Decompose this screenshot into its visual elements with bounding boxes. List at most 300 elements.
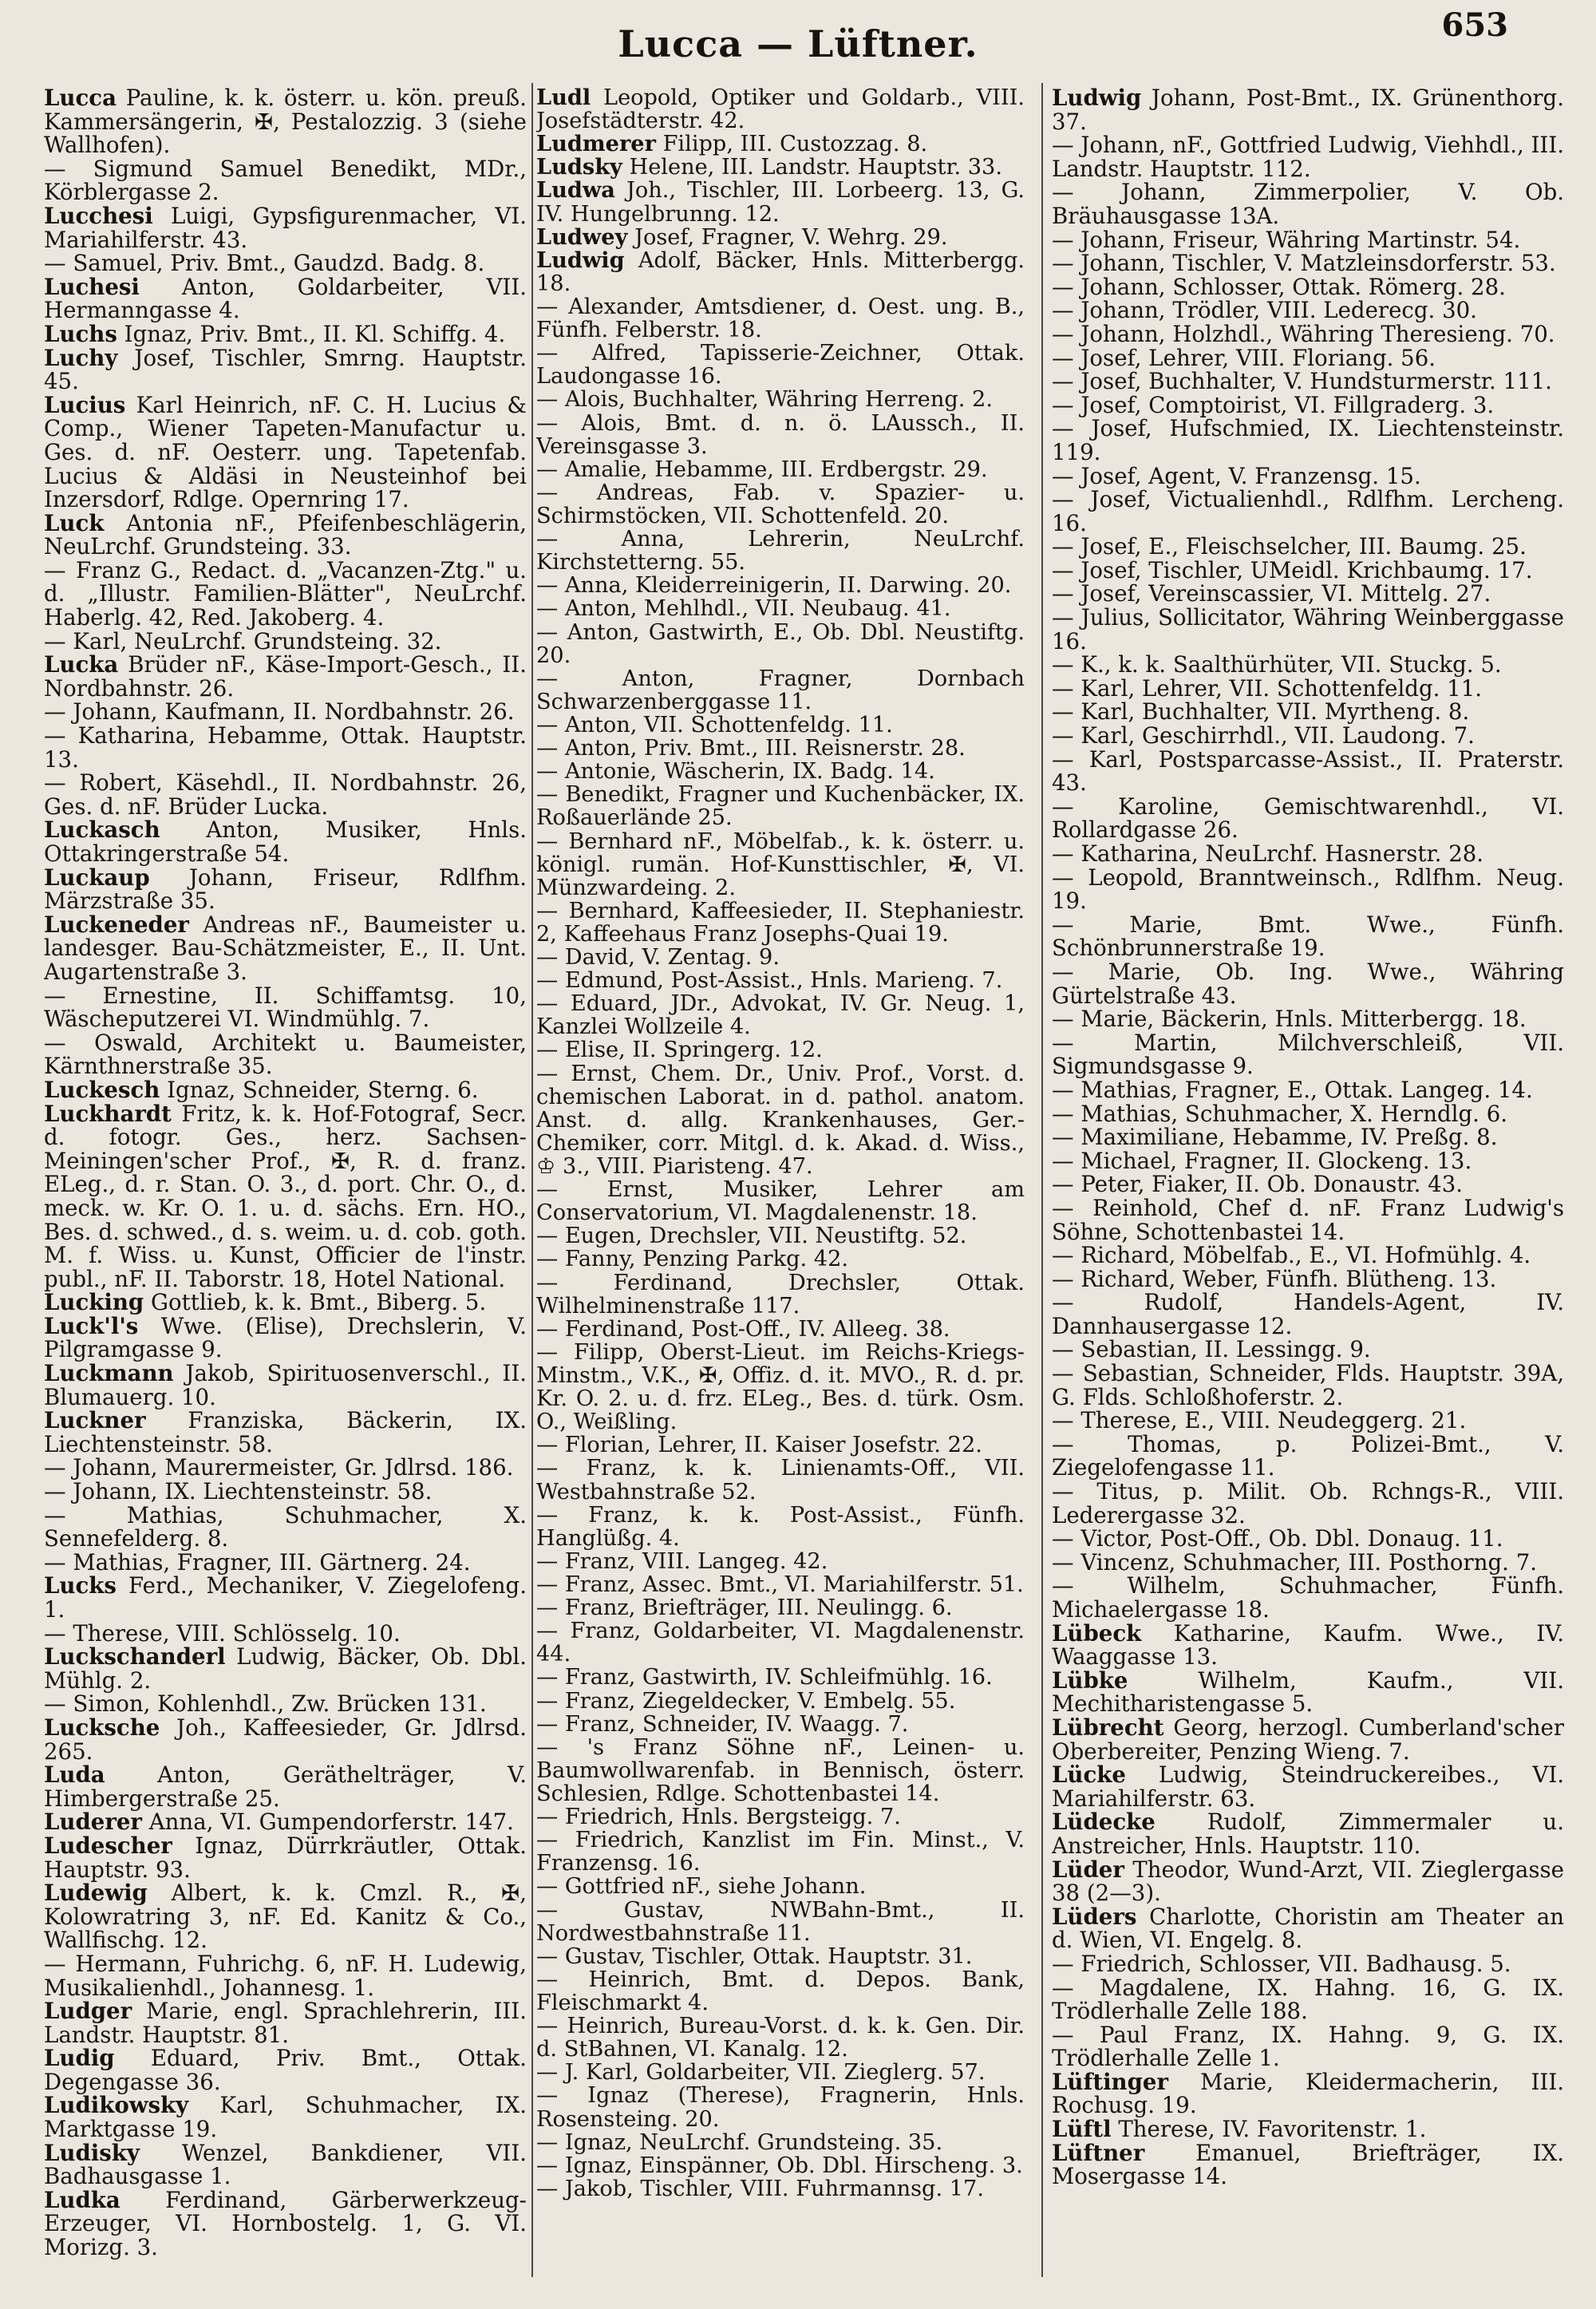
entry-surname: Lüdecke	[1052, 1809, 1156, 1836]
directory-entry	[1052, 462, 1564, 489]
entry-text: Emanuel, Briefträger, IX. Mosergasse 14.	[1052, 2139, 1564, 2190]
column-3	[1052, 86, 1564, 2277]
directory-entry	[536, 2084, 1025, 2130]
directory-entry	[44, 913, 527, 984]
directory-entry	[1052, 606, 1564, 653]
entry-text: — Maximiliane, Hebamme, IV. Preßg. 8.	[1052, 1124, 1498, 1151]
directory-entry	[536, 1062, 1025, 1179]
entry-text: — David, V. Zentag. 9.	[536, 945, 780, 971]
directory-entry	[44, 724, 527, 771]
directory-entry	[536, 830, 1025, 899]
entry-text: Karl, Schuhmacher, IX. Marktgasse 19.	[44, 2092, 527, 2143]
entry-text: — Johann, Zimmerpolier, V. Ob. Bräuhausgasse 13A.	[1052, 179, 1564, 229]
directory-entry	[536, 1457, 1025, 1503]
entry-text: — Leopold, Branntweinsch., Rdlfhm. Neug. 19.	[1052, 864, 1564, 915]
directory-entry	[1052, 960, 1564, 1007]
entry-text: Ludwig, Steindruckereibes., VI. Mariahilferstr. 63.	[1052, 1761, 1564, 1812]
entry-surname: Luckmann	[44, 1360, 174, 1387]
entry-text: — Karoline, Gemischtwarenhdl., VI. Rollardgasse 26.	[1052, 793, 1564, 844]
entry-text: — Franz G., Redact. d. „Vacanzen-Ztg." u. d. „Illustr. Familien-Blätter", NeuLrchf. Haberlg. 42, Red. Jakoberg. 4.	[44, 556, 527, 631]
entry-text: — Marie, Ob. Ing. Wwe., Währing Gürtelstraße 43.	[1052, 958, 1564, 1009]
directory-entry	[1052, 1976, 1564, 2023]
entry-surname: Ludwig	[1052, 86, 1142, 111]
entry-surname: Lübrecht	[1052, 1714, 1164, 1741]
entry-text: — Titus, p. Milit. Ob. Rchngs-R., VIII. Lederergasse 32.	[1052, 1478, 1564, 1528]
directory-entry	[536, 156, 1025, 179]
entry-text: Johann, Post-Bmt., IX. Grünenthorg. 37.	[1052, 86, 1564, 135]
directory-entry	[1052, 1527, 1564, 1551]
directory-entry	[44, 1031, 527, 1078]
directory-entry	[536, 86, 1025, 132]
directory-entry	[536, 969, 1025, 992]
directory-entry	[536, 388, 1025, 411]
entry-text: — Victor, Post-Off., Ob. Dbl. Donaug. 11.	[1052, 1525, 1503, 1552]
directory-entry	[44, 1574, 527, 1621]
directory-entry	[536, 1178, 1025, 1224]
entry-text: — Josef, Hufschmied, IX. Liechtensteinstr. 119.	[1052, 415, 1564, 465]
entry-text: Joh., Kaffeesieder, Gr. Jdlrsd. 265.	[44, 1714, 527, 1765]
entry-text: — Franz, Goldarbeiter, VI. Magdalenenstr. 44.	[536, 1619, 1025, 1667]
directory-entry	[536, 946, 1025, 969]
entry-text: — Josef, Lehrer, VIII. Floriang. 56.	[1052, 344, 1436, 371]
directory-entry	[536, 249, 1025, 295]
directory-entry	[44, 2094, 527, 2141]
directory-entry	[44, 556, 527, 631]
directory-entry	[1052, 1149, 1564, 1173]
directory-entry	[1052, 370, 1564, 393]
directory-entry	[1052, 228, 1564, 252]
directory-entry	[44, 1716, 527, 1763]
entry-surname: Lüders	[1052, 1903, 1137, 1930]
entry-text: Marie, Kleidermacherin, III. Rochusg. 19.	[1052, 2068, 1564, 2119]
entry-text: — Amalie, Hebamme, III. Erdbergstr. 29.	[536, 457, 988, 482]
directory-entry	[536, 621, 1025, 667]
directory-entry	[44, 1952, 527, 1999]
directory-entry	[44, 509, 527, 560]
entry-text: — Marie, Bmt. Wwe., Fünfh. Schönbrunnerstraße 19.	[1052, 911, 1564, 962]
entry-text: Ferd., Mechaniker, V. Ziegelofeng. 1.	[44, 1572, 527, 1623]
entry-text: — Katharina, NeuLrchf. Hasnerstr. 28.	[1052, 840, 1484, 867]
entry-text: — Karl, Buchhalter, VII. Myrtheng. 8.	[1052, 698, 1470, 726]
directory-entry	[44, 204, 527, 251]
entry-text: — Martin, Milchverschleiß, VII. Sigmundsgasse 9.	[1052, 1029, 1564, 1080]
directory-entry	[1052, 1291, 1564, 1338]
entry-text: Katharine, Kaufm. Wwe., IV. Waaggasse 13.	[1052, 1619, 1564, 1670]
column-rule	[531, 83, 533, 2277]
directory-entry	[1052, 1905, 1564, 1952]
directory-entry	[1052, 417, 1564, 464]
entry-surname: Luchs	[44, 320, 117, 347]
entry-text: — Antonie, Wäscherin, IX. Badg. 14.	[536, 759, 935, 785]
directory-entry	[1052, 180, 1564, 227]
directory-entry	[44, 1291, 527, 1315]
entry-text: Ignaz, Dürrkräutler, Ottak. Hauptstr. 93.	[44, 1832, 527, 1883]
entry-text: Jakob, Spirituosenverschl., II. Blumauerg. 10.	[44, 1360, 527, 1410]
directory-entry	[44, 1480, 527, 1504]
entry-surname: Ludisky	[44, 2139, 140, 2166]
directory-entry	[1052, 299, 1564, 322]
entry-surname: Lucchesi	[44, 202, 153, 229]
directory-entry	[536, 1968, 1025, 2014]
entry-text: Charlotte, Choristin am Theater an d. Wien, VI. Engelg. 8.	[1052, 1903, 1564, 1954]
directory-entry	[536, 2131, 1025, 2154]
entry-text: — Josef, E., Fleischselcher, III. Baumg. 25.	[1052, 533, 1527, 560]
directory-entry	[1052, 1267, 1564, 1291]
directory-entry	[536, 737, 1025, 760]
entry-text: Brüder nF., Käse-Import-Gesch., II. Nordbahnstr. 26.	[44, 651, 527, 702]
entry-text: — Josef, Comptoirist, VI. Fillgraderg. 3.	[1052, 391, 1495, 418]
entry-text: Wenzel, Bankdiener, VII. Badhausgasse 1.	[44, 2139, 527, 2190]
directory-entry	[536, 1224, 1025, 1247]
entry-surname: Ludka	[44, 2186, 120, 2213]
directory-entry	[536, 1829, 1025, 1875]
directory-entry	[1052, 1619, 1564, 1670]
directory-entry	[44, 1881, 527, 1952]
directory-entry	[1052, 251, 1564, 275]
entry-text: — Franz, Assec. Bmt., VI. Mariahilferstr. 51.	[536, 1572, 1024, 1597]
directory-entry	[1052, 1952, 1564, 1976]
directory-entry	[1052, 795, 1564, 842]
directory-entry	[536, 458, 1025, 481]
entry-text: Wwe. (Elise), Drechslerin, V. Pilgramgasse 9.	[44, 1312, 527, 1363]
directory-entry	[536, 2154, 1025, 2177]
directory-entry	[536, 1247, 1025, 1271]
directory-entry	[536, 1736, 1025, 1805]
entry-text: — Heinrich, Bureau-Vorst. d. k. k. Gen. Dir. d. StBahnen, VI. Kanalg. 12.	[536, 2014, 1025, 2062]
directory-entry	[1052, 842, 1564, 866]
directory-entry	[44, 1312, 527, 1363]
directory-entry	[1052, 2117, 1564, 2141]
entry-text: Ignaz, Priv. Bmt., II. Kl. Schiffg. 4.	[124, 320, 506, 347]
entry-text: — Sebastian, Schneider, Flds. Hauptstr. 39A, G. Flds. Schloßhoferstr. 2.	[1052, 1360, 1564, 1410]
directory-entry	[536, 1945, 1025, 1968]
entry-text: Ignaz, Schneider, Sterng. 6.	[167, 1076, 479, 1103]
directory-entry	[1052, 1480, 1564, 1527]
entry-text: — Franz, Briefträger, III. Neulingg. 6.	[536, 1595, 953, 1621]
directory-entry	[1052, 653, 1564, 677]
directory-entry	[536, 223, 1025, 250]
entry-text: — Anton, Priv. Bmt., III. Reisnerstr. 28.	[536, 736, 966, 761]
entry-text: — Michael, Fragner, II. Glockeng. 13.	[1052, 1147, 1472, 1174]
entry-text: — Katharina, Hebamme, Ottak. Hauptstr. 13.	[44, 722, 527, 773]
directory-entry	[536, 295, 1025, 342]
entry-text: — Johann, Maurermeister, Gr. Jdlrsd. 186.	[44, 1454, 514, 1481]
entry-text: — Sigmund Samuel Benedikt, MDr., Körblergasse 2.	[44, 155, 527, 206]
entry-text: — Josef, Vereinscassier, VI. Mittelg. 27.	[1052, 580, 1491, 607]
entry-text: — Oswald, Architekt u. Baumeister, Kärnthnerstraße 35.	[44, 1029, 527, 1080]
directory-entry	[1052, 556, 1564, 583]
entry-text: — Simon, Kohlenhdl., Zw. Brücken 131.	[44, 1690, 487, 1718]
entry-surname: Ludikowsky	[44, 2092, 189, 2119]
entry-text: — Johann, nF., Gottfried Ludwig, Viehhdl., III. Landstr. Hauptstr. 112.	[1052, 132, 1564, 182]
entry-surname: Lücke	[1052, 1761, 1126, 1789]
directory-entry	[536, 899, 1025, 946]
directory-entry	[1052, 1196, 1564, 1243]
entry-text: — Wilhelm, Schuhmacher, Fünfh. Michaelergasse 18.	[1052, 1572, 1564, 1623]
entry-surname: Lüftner	[1052, 2139, 1145, 2166]
entry-surname: Luckasch	[44, 816, 160, 844]
directory-entry	[536, 1318, 1025, 1341]
entry-text: — Josef, Buchhalter, V. Hundsturmerstr. 111.	[1052, 368, 1552, 395]
entry-text: — Anton, Gastwirth, E., Ob. Dbl. Neustiftg. 20.	[536, 619, 1025, 668]
entry-text: — Ernst, Chem. Dr., Univ. Prof., Vorst. d. chemischen Laborat. in d. pathol. anatom. Anst. d. allg. Krankenhauses, Ger.-Chemiker, corr. Mitgl. d. k. Akad. d. Wiss., ♔ 3., VIII. Piaristeng. 47.	[536, 1061, 1025, 1180]
entry-text: — Anton, VII. Schottenfeldg. 11.	[536, 712, 893, 737]
entry-text: Georg, herzogl. Cumberland'scher Oberbereiter, Penzing Wieng. 7.	[1052, 1714, 1564, 1765]
directory-entry	[536, 1504, 1025, 1550]
entry-text: — Gustav, NWBahn-Bmt., II. Nordwestbahnstraße 11.	[536, 1897, 1025, 1946]
entry-surname: Ludwey	[536, 223, 628, 250]
directory-entry	[44, 1999, 527, 2046]
entry-text: Luigi, Gypsfigurenmacher, VI. Mariahilferstr. 43.	[44, 202, 527, 253]
entry-text: Wilhelm, Kaufm., VII. Mechitharistengasse 5.	[1052, 1667, 1564, 1718]
directory-entry	[1052, 1409, 1564, 1433]
directory-entry	[44, 1834, 527, 1881]
directory-entry	[536, 1271, 1025, 1318]
directory-entry	[44, 1645, 527, 1692]
directory-entry	[44, 984, 527, 1031]
directory-entry	[536, 1596, 1025, 1619]
entry-text: — Hermann, Fuhrichg. 6, nF. H. Ludewig, Musikalienhdl., Johannesg. 1.	[44, 1950, 527, 2001]
directory-entry	[1052, 1669, 1564, 1716]
entry-surname: Lübeck	[1052, 1619, 1142, 1647]
directory-entry	[44, 818, 527, 865]
directory-entry	[44, 251, 527, 275]
column-2	[536, 86, 1025, 2277]
entry-text: Therese, IV. Favoritenstr. 1.	[1118, 2116, 1427, 2143]
entry-text: Leopold, Optiker und Goldarb., VIII. Josefstädterstr. 42.	[536, 86, 1025, 134]
entry-text: — Heinrich, Bmt. d. Depos. Bank, Fleischmarkt 4.	[536, 1967, 1025, 2015]
entry-text: Marie, engl. Sprachlehrerin, III. Landstr. Hauptstr. 81.	[44, 1998, 527, 2048]
directory-entry	[536, 1619, 1025, 1666]
entry-text: — Franz, Schneider, IV. Waagg. 7.	[536, 1711, 909, 1737]
entry-text: — Johann, Trödler, VIII. Lederecg. 30.	[1052, 297, 1477, 324]
entry-text: — Anton, Mehlhdl., VII. Neubaug. 41.	[536, 596, 951, 622]
entry-surname: Luchy	[44, 344, 118, 371]
entry-surname: Lucking	[44, 1289, 144, 1316]
directory-entry	[536, 760, 1025, 783]
directory-entry	[44, 86, 527, 157]
directory-entry	[44, 346, 527, 393]
entry-text: — Karl, Geschirrhdl., VII. Laudong. 7.	[1052, 722, 1475, 749]
entry-text: Anton, Musiker, Hnls. Ottakringerstraße 54.	[44, 816, 527, 867]
directory-entry	[536, 597, 1025, 620]
directory-entry	[536, 1899, 1025, 1945]
entry-text: — Johann, Schlosser, Ottak. Römerg. 28.	[1052, 273, 1506, 300]
entry-text: — Julius, Sollicitator, Währing Weinberggasse 16.	[1052, 604, 1564, 654]
entry-text: Fritz, k. k. Hof-Fotograf, Secr. d. fotogr. Ges., herz. Sachsen-Meiningen'scher Prof., ✠, R. d. franz. ELeg., d. r. Stan. O. 3., d. port. Chr. O., d. meck. w. Kr. O. 1. u. d. sächs. Ern. HO., Bes. d. schwed., d. s. weim. u. d. cob. goth. M. f. Wiss. u. Kunst, Officier de l'instr. publ., nF. II. Taborstr. 18, Hotel National.	[44, 1100, 527, 1292]
directory-entry	[1052, 745, 1564, 797]
entry-text: — Ferdinand, Post-Off., IV. Alleeg. 38.	[536, 1316, 950, 1342]
directory-entry	[536, 132, 1025, 156]
entry-text: Josef, Tischler, Smrng. Hauptstr. 45.	[44, 344, 527, 395]
directory-entry	[44, 653, 527, 700]
entry-surname: Lüftinger	[1052, 2068, 1169, 2095]
entry-text: — Gustav, Tischler, Ottak. Hauptstr. 31.	[536, 1943, 973, 1969]
entry-text: Albert, k. k. Cmzl. R., ✠, Kolowratring 3, nF. Ed. Kanitz & Co., Wallfischg. 12.	[44, 1880, 527, 1954]
directory-entry	[44, 2141, 527, 2188]
directory-entry	[536, 1805, 1025, 1829]
directory-entry	[1052, 1716, 1564, 1763]
directory-entry	[536, 1713, 1025, 1736]
directory-entry	[1052, 275, 1564, 299]
entry-text: — Samuel, Priv. Bmt., Gaudzd. Badg. 8.	[44, 250, 485, 277]
directory-entry	[44, 1619, 527, 1647]
directory-entry	[44, 700, 527, 724]
entry-text: Theodor, Wund-Arzt, VII. Zieglergasse 38 (2—3).	[1052, 1856, 1564, 1907]
entry-text: — Mathias, Fragner, E., Ottak. Langeg. 14.	[1052, 1076, 1533, 1103]
directory-entry	[1052, 724, 1564, 748]
entry-surname: Luckaup	[44, 864, 150, 891]
directory-entry	[44, 1692, 527, 1716]
entry-text: — Johann, Tischler, V. Matzleinsdorferstr. 53.	[1052, 250, 1556, 277]
directory-entry	[1052, 133, 1564, 180]
directory-entry	[536, 574, 1025, 597]
entry-text: — Anton, Fragner, Dornbach Schwarzenberggasse 11.	[536, 666, 1025, 714]
directory-entry	[1052, 2070, 1564, 2117]
entry-text: Pauline, k. k. österr. u. kön. preuß. Kammersängerin, ✠, Pestalozzig. 3 (siehe Wallhofen).	[44, 86, 527, 159]
entry-text: Gottlieb, k. k. Bmt., Biberg. 5.	[151, 1289, 487, 1316]
directory-entry	[536, 1666, 1025, 1689]
entry-text: — Josef, Agent, V. Franzensg. 15.	[1052, 462, 1421, 489]
entry-text: — Friedrich, Kanzlist im Fin. Minst., V. Franzensg. 16.	[536, 1828, 1025, 1876]
entry-text: — Alois, Buchhalter, Währing Herreng. 2.	[536, 387, 993, 413]
entry-text: — Sebastian, II. Lessingg. 9.	[1052, 1336, 1371, 1363]
entry-text: — Johann, Holzhdl., Währing Theresieng. 70.	[1052, 320, 1555, 347]
entry-surname: Luda	[44, 1761, 105, 1789]
directory-entry	[1052, 393, 1564, 417]
directory-entry	[1052, 1763, 1564, 1810]
directory-entry	[44, 1763, 527, 1810]
entry-text: — Eugen, Drechsler, VII. Neustiftg. 52.	[536, 1224, 967, 1249]
entry-text: — Peter, Fiaker, II. Ob. Donaustr. 43.	[1052, 1171, 1464, 1198]
entry-surname: Lüftl	[1052, 2116, 1112, 2143]
directory-entry	[1052, 1858, 1564, 1905]
entry-text: — Fanny, Penzing Parkg. 42.	[536, 1247, 849, 1272]
entry-surname: Luderer	[44, 1809, 142, 1836]
entry-text: — Mathias, Fragner, III. Gärtnerg. 24.	[44, 1548, 471, 1576]
entry-text: — Robert, Käsehdl., II. Nordbahnstr. 26, Ges. d. nF. Brüder Lucka.	[44, 769, 527, 820]
entry-text: — Ernestine, II. Schiffamtsg. 10, Wäscheputzerei VI. Windmühlg. 7.	[44, 982, 527, 1033]
entry-surname: Ludger	[44, 1998, 132, 2025]
entry-text: — Bernhard, Kaffeesieder, II. Stephaniestr. 2, Kaffeehaus Franz Josephs-Quai 19.	[536, 898, 1025, 947]
directory-entry	[1052, 1007, 1564, 1031]
directory-entry	[1052, 1172, 1564, 1196]
directory-entry	[1052, 582, 1564, 606]
entry-text: — Richard, Weber, Fünfh. Blütheng. 13.	[1052, 1265, 1497, 1292]
entry-surname: Luck'l's	[44, 1312, 139, 1339]
entry-text: — Florian, Lehrer, II. Kaiser Josefstr. 22.	[536, 1433, 982, 1458]
entry-text: — Johann, IX. Liechtensteinstr. 58.	[44, 1478, 433, 1505]
entry-text: — Vincenz, Schuhmacher, III. Posthorng. 7.	[1052, 1548, 1538, 1576]
directory-entry	[536, 1690, 1025, 1713]
directory-entry	[1052, 1810, 1564, 1857]
entry-text: — Magdalene, IX. Hahng. 16, G. IX. Trödlerhalle Zelle 188.	[1052, 1974, 1564, 2025]
entry-text: — Josef, Tischler, UMeidl. Krichbaumg. 17.	[1052, 556, 1533, 583]
directory-entry	[536, 714, 1025, 737]
entry-text: Ludwig, Bäcker, Ob. Dbl. Mühlg. 2.	[44, 1643, 527, 1694]
entry-surname: Ludmerer	[536, 131, 656, 157]
directory-entry	[44, 866, 527, 913]
directory-entry	[536, 1550, 1025, 1573]
entry-text: — Jakob, Tischler, VIII. Fuhrmannsg. 17.	[536, 2176, 984, 2201]
entry-text: Karl Heinrich, nF. C. H. Lucius & Comp., Wiener Tapeten-Manufactur u. Ges. d. nF. Oesterr. ung. Tapetenfab. Lucius & Aldäsi in Neusteinhof bei Inzersdorf, Rdlge. Opernring 17.	[44, 391, 527, 513]
directory-entry	[44, 1102, 527, 1291]
directory-entry	[1052, 1102, 1564, 1126]
directory-entry	[536, 1038, 1025, 1062]
entry-text: Antonia nF., Pfeifenbeschlägerin, NeuLrchf. Grundsteing. 33.	[44, 509, 527, 560]
entry-text: — Franz, Ziegeldecker, V. Embelg. 55.	[536, 1688, 956, 1714]
directory-entry	[1052, 1430, 1564, 1481]
entry-text: Franziska, Bäckerin, IX. Liechtensteinstr. 58.	[44, 1407, 527, 1457]
entry-surname: Lüder	[1052, 1856, 1124, 1883]
entry-text: — Johann, Friseur, Währing Martinstr. 54.	[1052, 226, 1521, 253]
directory-entry	[44, 1409, 527, 1456]
directory-entry	[1052, 535, 1564, 559]
directory-entry	[536, 528, 1025, 574]
directory-entry	[536, 1875, 1025, 1898]
running-head: Lucca — Lüftner.	[618, 22, 978, 65]
directory-entry	[536, 2061, 1025, 2084]
entry-surname: Luckner	[44, 1407, 146, 1434]
entry-text: — Ignaz, NeuLrchf. Grundsteing. 35.	[536, 2129, 943, 2155]
entry-surname: Ludl	[536, 86, 591, 110]
directory-entry	[1052, 1125, 1564, 1149]
directory-entry	[1052, 1574, 1564, 1621]
entry-text: — Franz, VIII. Langeg. 42.	[536, 1548, 828, 1574]
directory-entry	[536, 1573, 1025, 1596]
entry-text: — Filipp, Oberst-Lieut. im Reichs-Kriegs-Minstm., V.K., ✠, Offiz. d. it. MVO., R. d. pr. Kr. O. 2. u. d. frz. ELeg., Bes. d. türk. Osm. O., Weißling.	[536, 1339, 1025, 1435]
entry-text: — Thomas, p. Polizei-Bmt., V. Ziegelofengasse 11.	[1052, 1430, 1564, 1481]
entry-text: — Karl, NeuLrchf. Grundsteing. 32.	[44, 627, 442, 654]
directory-entry	[1052, 674, 1564, 702]
entry-text: — Andreas, Fab. v. Spazier- u. Schirmstöcken, VII. Schottenfeld. 20.	[536, 480, 1025, 528]
directory-entry	[44, 322, 527, 346]
entry-text: — Johann, Kaufmann, II. Nordbahnstr. 26.	[44, 698, 515, 726]
directory-entry	[1052, 1362, 1564, 1409]
entry-surname: Ludig	[44, 2045, 115, 2072]
directory-entry	[1052, 913, 1564, 960]
entry-surname: Lucka	[44, 651, 119, 678]
entry-surname: Lucius	[44, 391, 126, 418]
entry-surname: Luckhardt	[44, 1100, 172, 1127]
entry-text: — K., k. k. Saalthürhüter, VII. Stuckg. 5.	[1052, 651, 1502, 678]
entry-text: — Anna, Kleiderreinigerin, II. Darwing. 20.	[536, 573, 1012, 599]
entry-surname: Ludwig	[536, 247, 625, 273]
entry-text: — Ernst, Musiker, Lehrer am Conservatorium, VI. Magdalenenstr. 18.	[536, 1177, 1025, 1226]
entry-surname: Luchesi	[44, 273, 140, 300]
column-1	[44, 86, 527, 2277]
entry-text: — Alfred, Tapisserie-Zeichner, Ottak. Laudongasse 16.	[536, 341, 1025, 389]
directory-entry	[536, 342, 1025, 388]
entry-surname: Luckesch	[44, 1076, 160, 1103]
entry-surname: Ludsky	[536, 154, 622, 180]
entry-text: — Friedrich, Hnls. Bergsteigg. 7.	[536, 1805, 901, 1830]
directory-entry	[44, 627, 527, 654]
entry-text: — Friedrich, Schlosser, VII. Badhausg. 5.	[1052, 1950, 1511, 1977]
entry-text: — Eduard, JDr., Advokat, IV. Gr. Neug. 1, Kanzlei Wollzeile 4.	[536, 991, 1025, 1040]
entry-text: — Benedikt, Fragner und Kuchenbäcker, IX. Roßauerlände 25.	[536, 782, 1025, 831]
page-header	[0, 0, 1596, 76]
directory-entry	[536, 179, 1025, 225]
directory-entry	[44, 2188, 527, 2260]
directory-entry	[44, 157, 527, 204]
entry-text: — Richard, Möbelfab., E., VI. Hofmühlg. 4.	[1052, 1242, 1531, 1269]
entry-text: — Alexander, Amtsdiener, d. Oest. ung. B., Fünfh. Felberstr. 18.	[536, 294, 1025, 343]
entry-text: Helene, III. Landstr. Hauptstr. 33.	[629, 155, 1002, 180]
entry-surname: Luckeneder	[44, 911, 189, 938]
entry-text: — Therese, VIII. Schlösselg. 10.	[44, 1619, 401, 1647]
directory-entry	[1052, 866, 1564, 913]
